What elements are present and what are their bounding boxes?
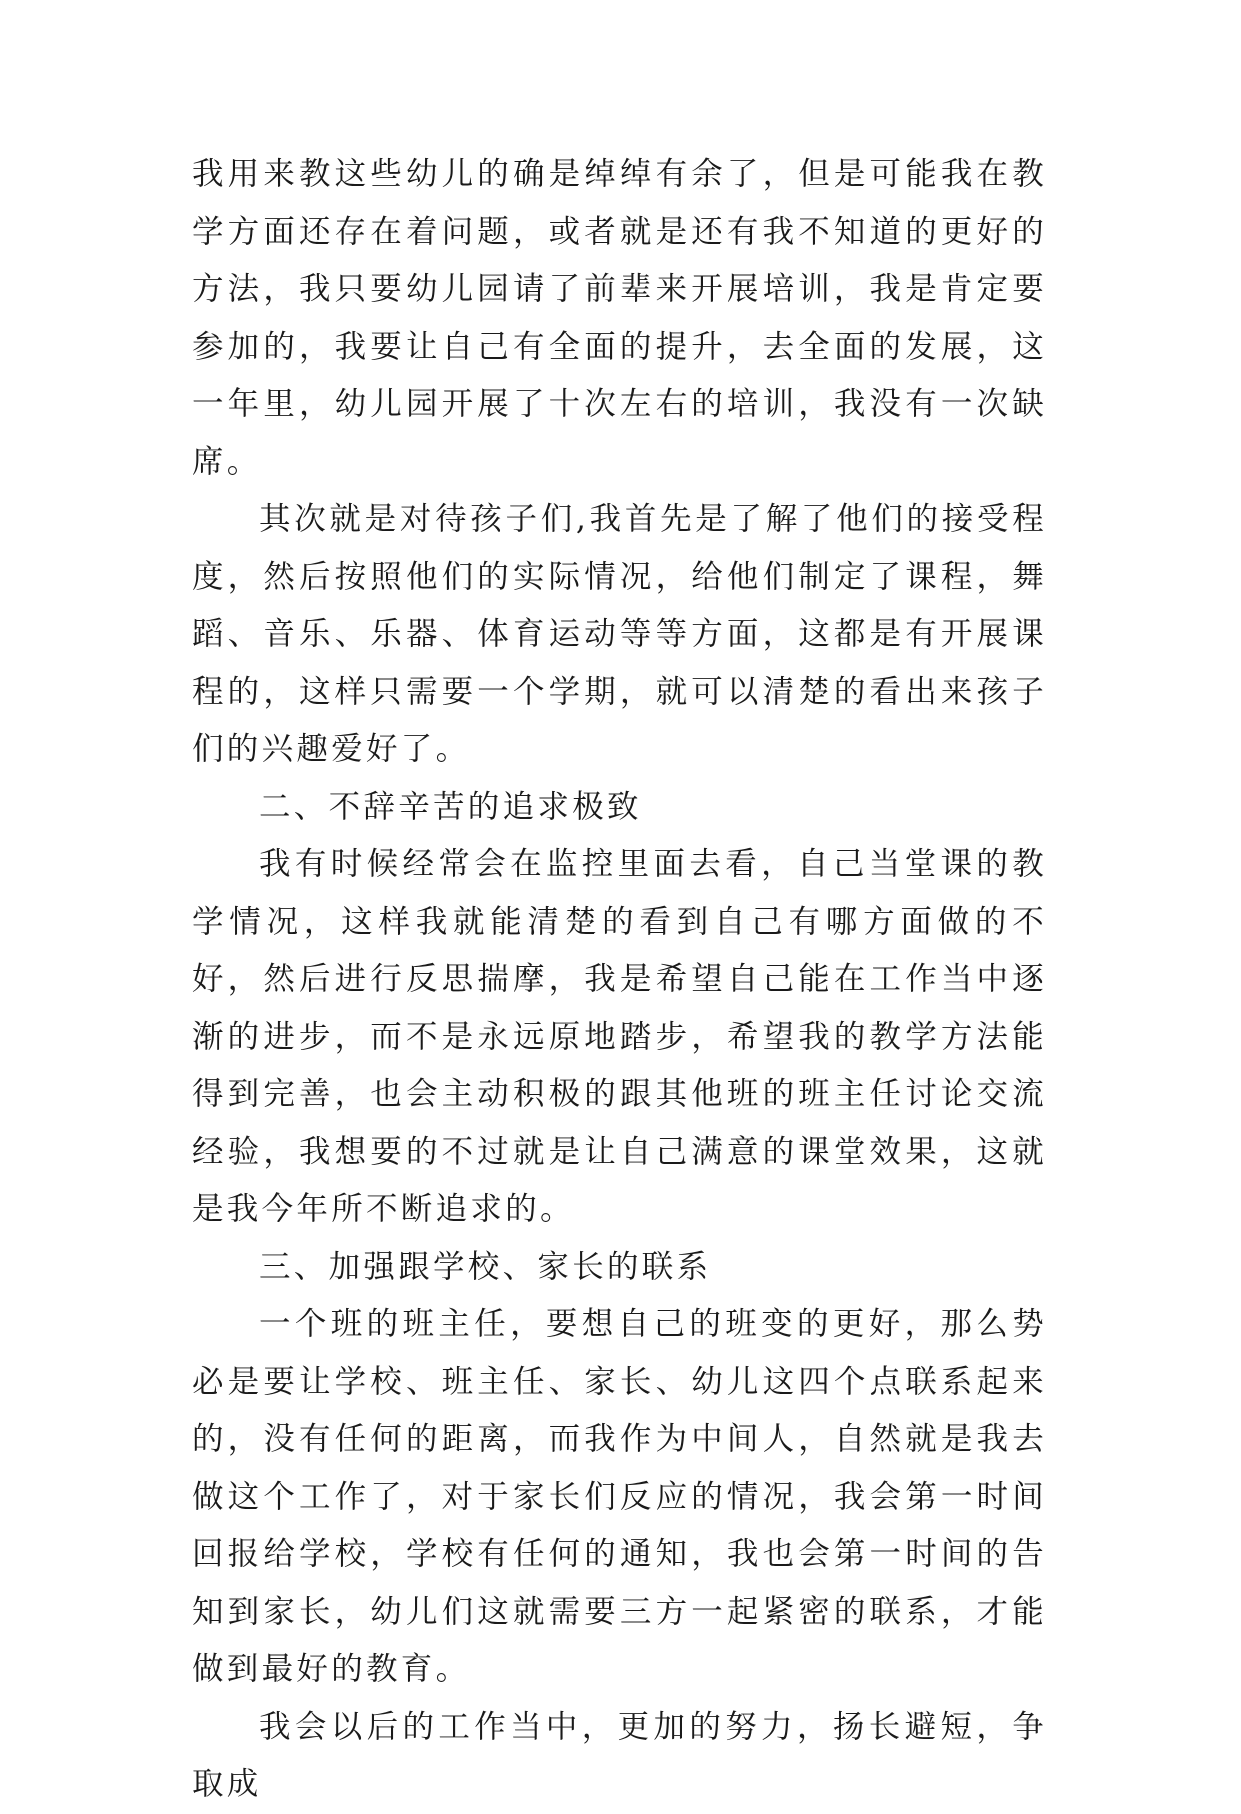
paragraph-communication: 一个班的班主任，要想自己的班变的更好，那么势必是要让学校、班主任、家长、幼儿这四个点联系起来的，没有任何的距离，而我作为中间人，自然就是我去做这个工作了，对于家长们反应的情况，我会第一时间回报给学校，学校有任何的通知，我也会第一时间的告知到家长，幼儿们这就需要三方一起紧密的联系，才能做到最好的教育。 bbox=[192, 1306, 1047, 1687]
document-body bbox=[192, 146, 1047, 1814]
paragraph-self-reflection: 我有时候经常会在监控里面去看，自己当堂课的教学情况，这样我就能清楚的看到自己有哪方面做的不好，然后进行反思揣摩，我是希望自己能在工作当中逐渐的进步，而不是永远原地踏步，希望我的教学方法能得到完善，也会主动积极的跟其他班的班主任讨论交流经验，我想要的不过就是让自己满意的课堂效果，这就是我今年所不断追求的。 bbox=[192, 846, 1047, 1227]
section-heading-2: 二、不辞辛苦的追求极致 bbox=[259, 788, 642, 825]
section-heading-3: 三、加强跟学校、家长的联系 bbox=[259, 1248, 712, 1285]
paragraph-curriculum: 其次就是对待孩子们,我首先是了解了他们的接受程度，然后按照他们的实际情况，给他们制定了课程，舞蹈、音乐、乐器、体育运动等等方面，这都是有开展课程的，这样只需要一个学期，就可以清楚的看出来孩子们的兴趣爱好了。 bbox=[192, 501, 1047, 767]
paragraph-continuation: 我用来教这些幼儿的确是绰绰有余了，但是可能我在教学方面还存在着问题，或者就是还有我不知道的更好的方法，我只要幼儿园请了前辈来开展培训，我是肯定要参加的，我要让自己有全面的提升，去全面的发展，这一年里，幼儿园开展了十次左右的培训，我没有一次缺席。 bbox=[192, 156, 1047, 480]
paragraph-closing: 我会以后的工作当中，更加的努力，扬长避短，争取成 bbox=[192, 1708, 1047, 1802]
